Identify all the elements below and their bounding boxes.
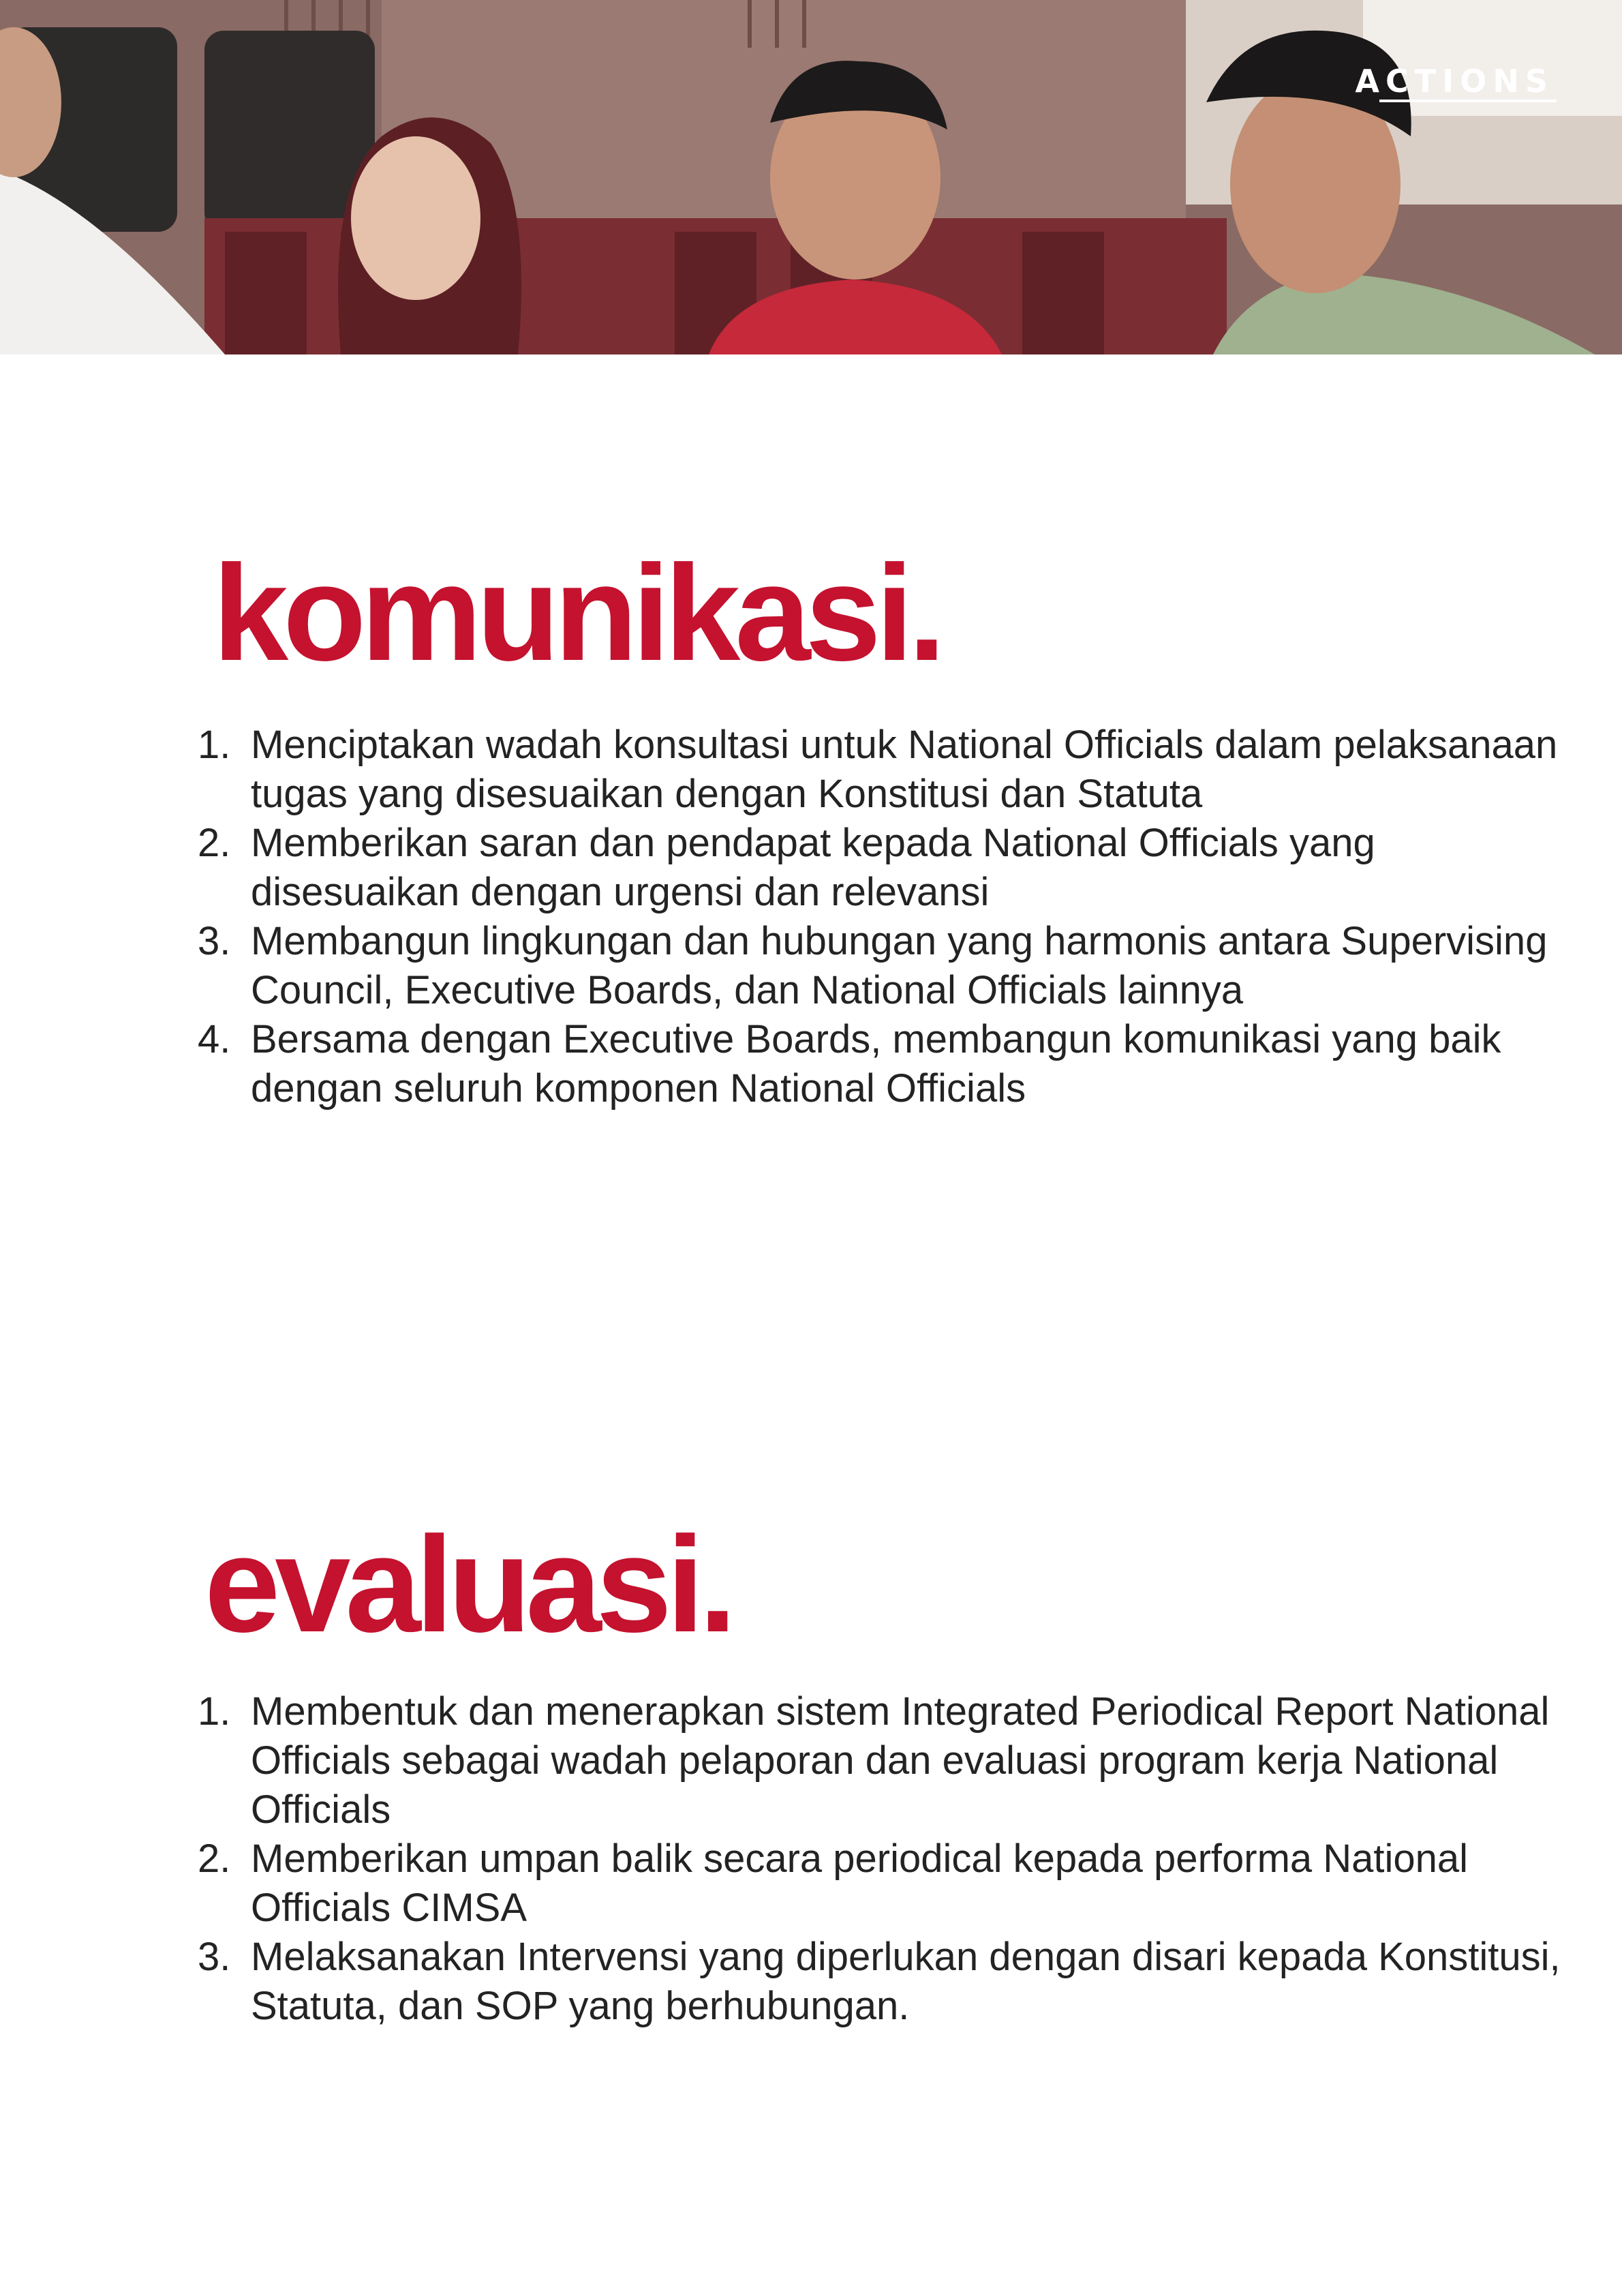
list-text: Menciptakan wadah konsultasi untuk National Officials dalam pelaksanaan tugas yang disesuaikan dengan Konstitusi dan Statuta bbox=[251, 723, 1558, 816]
list-number: 1. bbox=[198, 1689, 231, 1734]
list-number: 3. bbox=[198, 1935, 231, 1979]
heading-evaluasi: evaluasi. bbox=[204, 1509, 732, 1661]
list-item bbox=[198, 1933, 1561, 2031]
list-number: 2. bbox=[198, 1837, 231, 1881]
list-item bbox=[198, 1834, 1561, 1933]
list-number: 1. bbox=[198, 723, 231, 767]
list-text: Membangun lingkungan dan hubungan yang harmonis antara Supervising Council, Executive Boards, dan National Officials lainnya bbox=[251, 919, 1548, 1012]
section-tag: ACTIONS bbox=[1355, 63, 1554, 100]
list-item bbox=[198, 1687, 1561, 1834]
list-text: Memberikan umpan balik secara periodical kepada performa National Officials CIMSA bbox=[251, 1837, 1469, 1930]
list-number: 4. bbox=[198, 1017, 231, 1061]
group-photo-illustration bbox=[0, 0, 1622, 354]
list-text: Bersama dengan Executive Boards, membangun komunikasi yang baik dengan seluruh komponen National Officials bbox=[251, 1017, 1501, 1111]
list-item bbox=[198, 819, 1561, 917]
komunikasi-list bbox=[198, 721, 1561, 1113]
list-number: 3. bbox=[198, 919, 231, 963]
list-item bbox=[198, 721, 1561, 819]
heading-komunikasi: komunikasi. bbox=[213, 537, 940, 689]
list-text: Memberikan saran dan pendapat kepada National Officials yang disesuaikan dengan urgensi dan relevansi bbox=[251, 821, 1375, 914]
list-text: Membentuk dan menerapkan sistem Integrated Periodical Report National Officials sebagai wadah pelaporan dan evaluasi program kerja National Officials bbox=[251, 1689, 1550, 1832]
list-number: 2. bbox=[198, 821, 231, 865]
section-tag-underline bbox=[1379, 100, 1557, 102]
list-item bbox=[198, 917, 1561, 1015]
list-text: Melaksanakan Intervensi yang diperlukan dengan disari kepada Konstitusi, Statuta, dan SOP yang berhubungan. bbox=[251, 1935, 1561, 2028]
header-photo bbox=[0, 0, 1622, 354]
list-item bbox=[198, 1015, 1561, 1113]
evaluasi-list bbox=[198, 1687, 1561, 2031]
